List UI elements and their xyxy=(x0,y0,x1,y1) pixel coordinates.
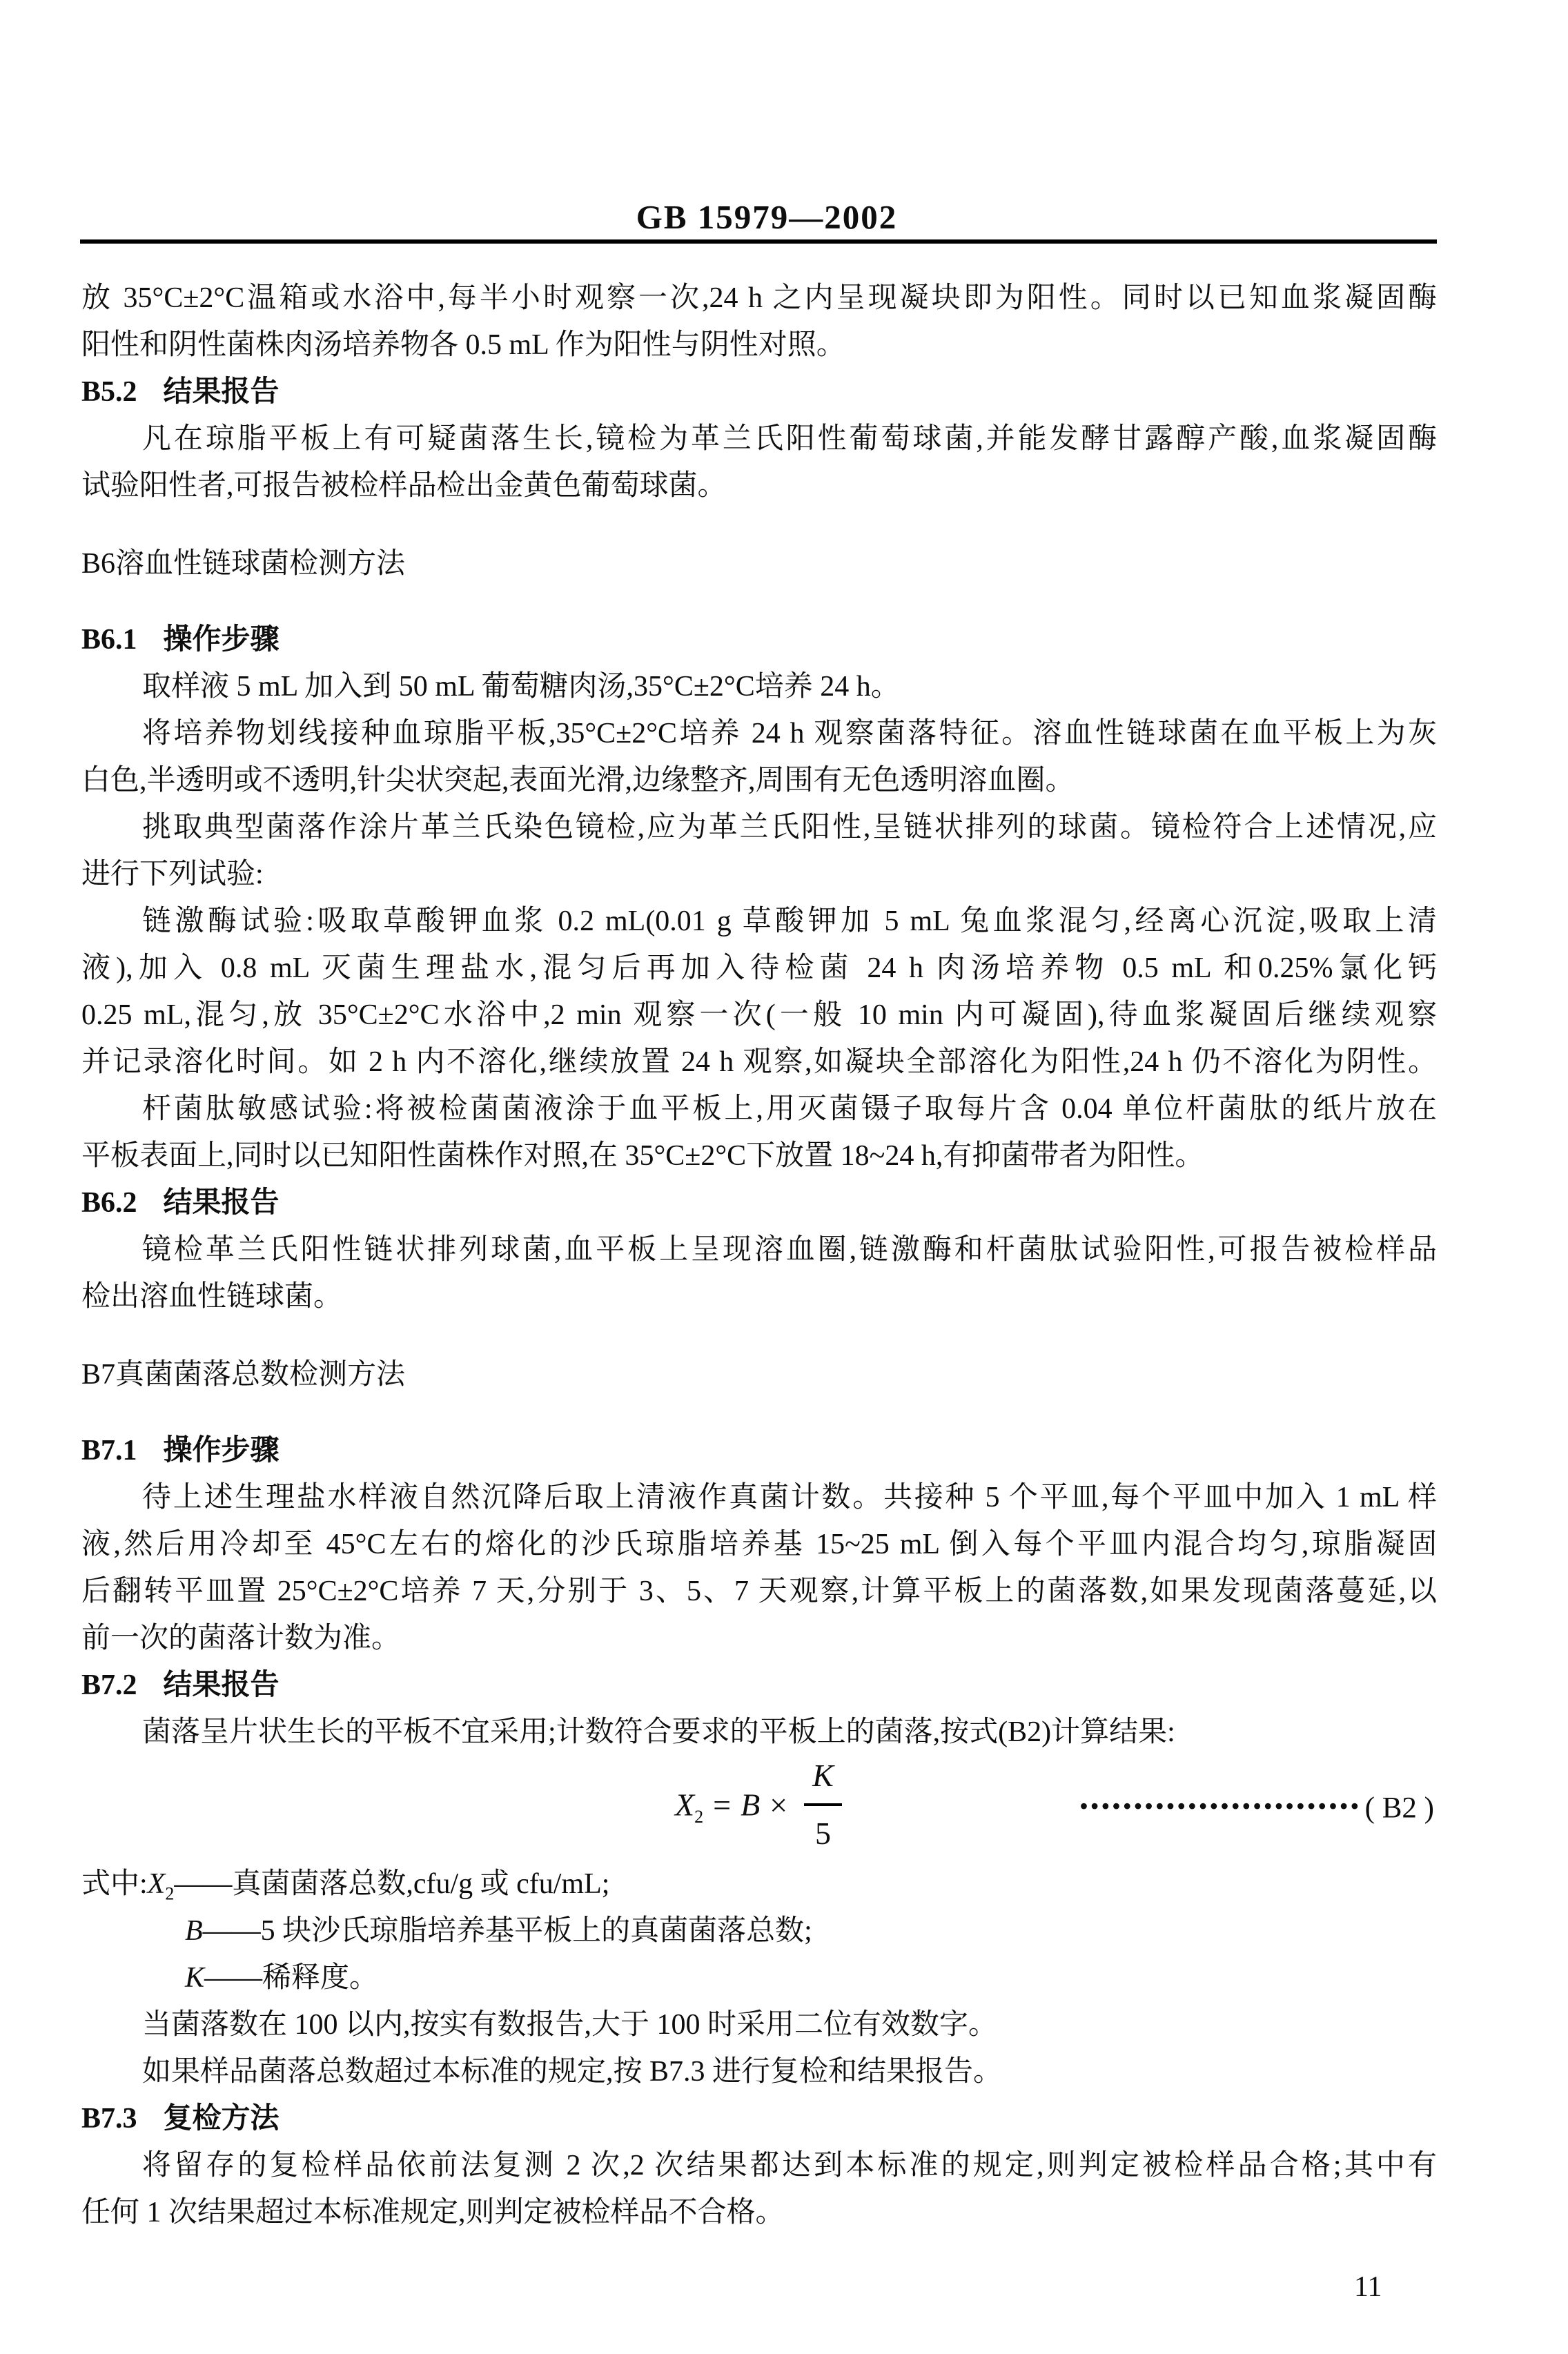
standard-number: GB 15979—2002 xyxy=(636,198,898,236)
formula-legend-line xyxy=(81,1861,1437,1907)
formula-def-b-line xyxy=(81,1907,1437,1954)
subsection-heading-b7-1 xyxy=(81,1427,1437,1474)
heading-title: 复检方法 xyxy=(163,2103,280,2135)
paragraph-line: 液),加入 0.8 mL 灭菌生理盐水,混匀后再加入待检菌 24 h 肉汤培养物 0.5 mL 和0.25%氯化钙 xyxy=(81,952,1437,984)
heading-number: B7.3 xyxy=(81,2103,137,2135)
subsection-heading-b6-1 xyxy=(81,616,1437,663)
formula-def-k-line xyxy=(81,1954,1437,2001)
dotted-leader: •••••••••••••••••••••••••• xyxy=(1077,1795,1360,1820)
subsection-heading-b5-2 xyxy=(81,369,1437,415)
paragraph-line: 白色,半透明或不透明,针尖状突起,表面光滑,边缘整齐,周围有无色透明溶血圈。 xyxy=(81,765,1075,796)
fraction-numerator: K xyxy=(804,1752,842,1806)
heading-title: 操作步骤 xyxy=(163,1435,280,1467)
formula-b2 xyxy=(81,1756,1437,1861)
subsection-heading-b6-2 xyxy=(81,1179,1437,1226)
paragraph-line: 将培养物划线接种血琼脂平板,35°C±2°C培养 24 h 观察菌落特征。溶血性链球菌在血平板上为灰 xyxy=(142,718,1437,749)
heading-number: B7 xyxy=(81,1359,116,1391)
paragraph-line: 待上述生理盐水样液自然沉降后取上清液作真菌计数。共接种 5 个平皿,每个平皿中加入 1 mL 样 xyxy=(142,1482,1437,1513)
formula-lhs-var: X xyxy=(675,1787,695,1823)
legend-var: X xyxy=(147,1868,166,1900)
fraction xyxy=(804,1752,842,1857)
formula-leader-and-label xyxy=(1078,1785,1434,1832)
heading-title: 结果报告 xyxy=(163,1669,280,1701)
paragraph-line: 后翻转平皿置 25°C±2°C培养 7 天,分别于 3、5、7 天观察,计算平板上的菌落数,如果发现菌落蔓延,以 xyxy=(81,1576,1438,1607)
paragraph-line: 挑取典型菌落作涂片革兰氏染色镜检,应为革兰氏阳性,呈链状排列的球菌。镜检符合上述情况,应 xyxy=(142,812,1437,843)
times-sign: × xyxy=(770,1787,788,1823)
legend-prefix: 式中: xyxy=(81,1868,148,1900)
paragraph-line: 取样液 5 mL 加入到 50 mL 葡萄糖肉汤,35°C±2°C培养 24 h。 xyxy=(142,671,900,703)
paragraph-line: 杆菌肽敏感试验:将被检菌菌液涂于血平板上,用灭菌镊子取每片含 0.04 单位杆菌肽的纸片放在 xyxy=(142,1093,1437,1125)
header-rule xyxy=(80,239,1437,244)
paragraph-line: 如果样品菌落总数超过本标准的规定,按 B7.3 进行复检和结果报告。 xyxy=(142,2056,1003,2088)
formula-lhs-subscript: 2 xyxy=(694,1806,704,1827)
paragraph-line: 试验阳性者,可报告被检样品检出金黄色葡萄球菌。 xyxy=(81,470,727,502)
paragraph-line: 液,然后用冷却至 45°C左右的熔化的沙氏琼脂培养基 15~25 mL 倒入每个平皿内混合均匀,琼脂凝固 xyxy=(81,1529,1437,1560)
paragraph-line: 当菌落数在 100 以内,按实有数报告,大于 100 时采用二位有效数字。 xyxy=(142,2009,998,2041)
paragraph-line: 凡在琼脂平板上有可疑菌落生长,镜检为革兰氏阳性葡萄球菌,并能发酵甘露醇产酸,血浆凝固酶 xyxy=(142,423,1437,455)
paragraph-line: 菌落呈片状生长的平板不宜采用;计数符合要求的平板上的菌落,按式(B2)计算结果: xyxy=(142,1716,1175,1748)
def-text: ——稀释度。 xyxy=(204,1962,379,1994)
heading-number: B7.1 xyxy=(81,1435,137,1467)
heading-number: B6 xyxy=(81,548,116,580)
equals-sign: = xyxy=(713,1787,732,1823)
def-var: B xyxy=(185,1915,203,1947)
paragraph-line: 放 35°C±2°C温箱或水浴中,每半小时观察一次,24 h 之内呈现凝块即为阳性。同时以已知血浆凝固酶 xyxy=(81,282,1437,314)
page-body xyxy=(81,275,1437,2236)
paragraph-line: 平板表面上,同时以已知阳性菌株作对照,在 35°C±2°C下放置 18~24 h,有抑菌带者为阳性。 xyxy=(81,1140,1204,1172)
def-text: ——5 块沙氏琼脂培养基平板上的真菌菌落总数; xyxy=(202,1915,812,1947)
paragraph-line: 阳性和阴性菌株肉汤培养物各 0.5 mL 作为阳性与阴性对照。 xyxy=(81,329,845,361)
heading-number: B5.2 xyxy=(81,376,137,408)
paragraph-line: 任何 1 次结果超过本标准规定,则判定被检样品不合格。 xyxy=(81,2197,785,2228)
paragraph-line: 进行下列试验: xyxy=(81,859,264,890)
heading-number: B6.1 xyxy=(81,624,137,656)
heading-title: 结果报告 xyxy=(163,376,280,408)
equation-label: ( B2 ) xyxy=(1364,1792,1434,1825)
paragraph-line: 前一次的菌落计数为准。 xyxy=(81,1622,401,1654)
paragraph-line: 并记录溶化时间。如 2 h 内不溶化,继续放置 24 h 观察,如凝块全部溶化为阳性,24 h 仍不溶化为阴性。 xyxy=(81,1046,1437,1078)
subsection-heading-b7-3 xyxy=(81,2095,1437,2142)
paragraph-line: 将留存的复检样品依前法复测 2 次,2 次结果都达到本标准的规定,则判定被检样品合格;其中有 xyxy=(142,2150,1437,2181)
legend-text: ——真菌菌落总数,cfu/g 或 cfu/mL; xyxy=(174,1868,610,1900)
paragraph-line: 镜检革兰氏阳性链状排列球菌,血平板上呈现溶血圈,链激酶和杆菌肽试验阳性,可报告被检样品 xyxy=(142,1234,1437,1266)
heading-title: 真菌菌落总数检测方法 xyxy=(115,1359,406,1391)
heading-title: 结果报告 xyxy=(163,1187,280,1219)
def-var: K xyxy=(185,1962,205,1994)
fraction-denominator: 5 xyxy=(814,1816,831,1851)
section-heading-b7 xyxy=(81,1351,1437,1398)
heading-number: B6.2 xyxy=(81,1187,137,1219)
paragraph-line: 0.25 mL,混匀,放 35°C±2°C水浴中,2 min 观察一次(一般 10 min 内可凝固),待血浆凝固后继续观察 xyxy=(81,999,1437,1031)
section-heading-b6 xyxy=(81,540,1437,587)
paragraph-line: 检出溶血性链球菌。 xyxy=(81,1281,343,1313)
heading-number: B7.2 xyxy=(81,1669,137,1701)
subsection-heading-b7-2 xyxy=(81,1662,1437,1709)
legend-var-subscript: 2 xyxy=(165,1883,175,1904)
page-number: 11 xyxy=(1354,2271,1382,2303)
paragraph-line: 链激酶试验:吸取草酸钾血浆 0.2 mL(0.01 g 草酸钾加 5 mL 兔血浆混匀,经离心沉淀,吸取上清 xyxy=(142,905,1437,937)
heading-title: 操作步骤 xyxy=(163,624,280,656)
formula-equation xyxy=(675,1756,842,1861)
formula-rhs-var: B xyxy=(741,1787,761,1823)
heading-title: 溶血性链球菌检测方法 xyxy=(115,548,406,580)
